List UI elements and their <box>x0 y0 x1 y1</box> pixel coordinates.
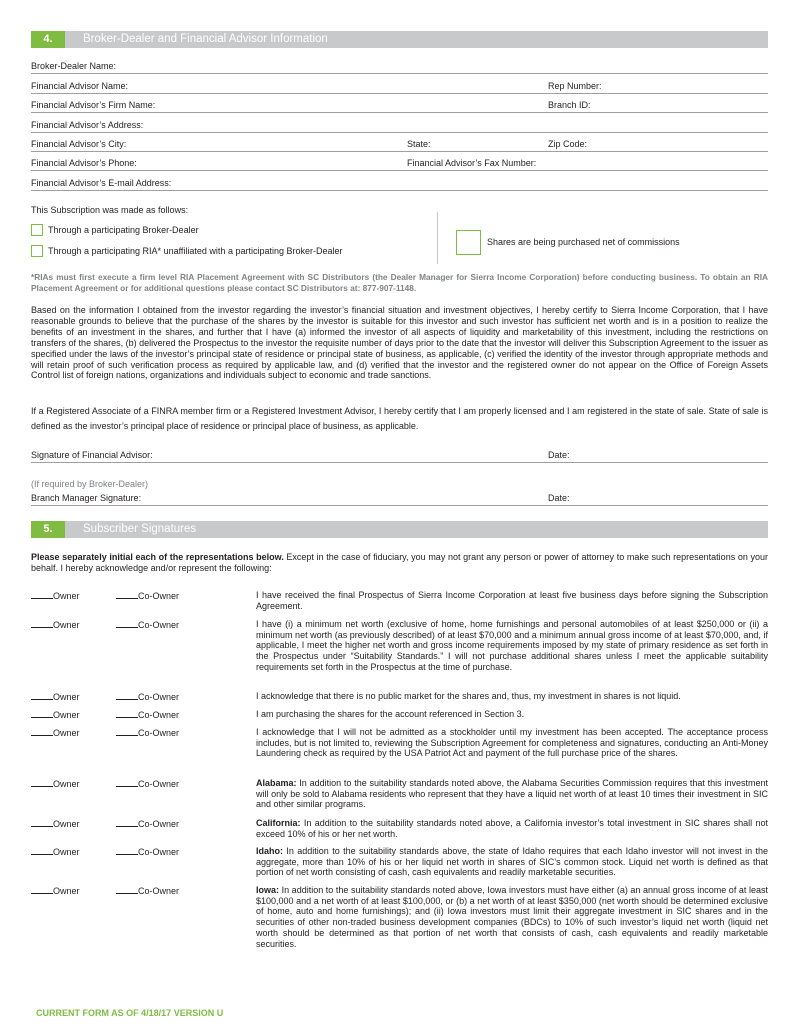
owner-label: Owner <box>53 591 80 601</box>
owner-initial-blank[interactable] <box>31 691 53 700</box>
divider <box>437 212 438 264</box>
ria-option-label: Through a participating RIA* unaffiliated with a participating Broker-Dealer <box>48 246 343 256</box>
owner-initial-blank[interactable] <box>31 590 53 599</box>
subscriber-intro <box>31 552 768 574</box>
coowner-initial-blank[interactable] <box>116 846 138 855</box>
rep-text: I have received the final Prospectus of Sierra Income Corporation at least five business days before signing the Subscription Agreement. <box>256 590 768 611</box>
coowner-label: Co-Owner <box>138 591 180 601</box>
owner-initial[interactable] <box>31 846 80 858</box>
owner-initial[interactable] <box>31 778 80 790</box>
owner-initial-blank[interactable] <box>31 818 53 827</box>
fax-label: Financial Advisor’s Fax Number: <box>407 158 537 168</box>
owner-initial[interactable] <box>31 885 80 897</box>
owner-label: Owner <box>53 692 80 702</box>
branch-manager-signature-field[interactable] <box>31 493 768 506</box>
coowner-initial-blank[interactable] <box>116 727 138 736</box>
broker-dealer-option-label: Through a participating Broker-Dealer <box>48 225 199 235</box>
coowner-initial[interactable] <box>116 590 179 602</box>
owner-initial-blank[interactable] <box>31 727 53 736</box>
net-commissions-label: Shares are being purchased net of commissions <box>487 237 680 247</box>
state-label: State: <box>407 139 431 149</box>
form-version-footer: CURRENT FORM AS OF 4/18/17 VERSION U <box>36 1008 224 1018</box>
coowner-label: Co-Owner <box>138 692 180 702</box>
ria-note: *RIAs must first execute a firm level RIA Placement Agreement with SC Distributors (the Dealer Manager for Sierra Income Corporation) before conducting business. To obtain an RIA Placement Agreement or for additional questions please contact SC Distributors at: 877-907-1148. <box>31 272 768 293</box>
coowner-initial-blank[interactable] <box>116 590 138 599</box>
advisor-certification: Based on the information I obtained from the investor regarding the investor’s financial situation and investment objectives, I hereby certify to Sierra Income Corporation, that I have reasonable grounds to believe that the purchase of the shares by the investor is suitable for this investor and such investor has sufficient net worth and is in a position to realize the benefits of an investment in the shares, and further that I have (a) informed the investor of all aspects of liquidity and marketability of this investment, including the restrictions on transfers of the shares, (b) delivered the Prospectus to the investor the requisite number of days prior to the date that the investor will deliver this Subscription Agreement to the issuer as specified under the laws of the investor’s principal state of residence or principal state of business, as applicable, (c) verified the identity of the investor through appropriate methods and will retain proof of such verification process as required by applicable law, and (d) verified that the investor and the registered owner do not appear on the Office of Foreign Assets Control list of foreign nations, organizations and individuals subject to economic and trade sanctions. <box>31 305 768 381</box>
section-number: 5. <box>31 521 65 538</box>
coowner-label: Co-Owner <box>138 847 180 857</box>
phone-field[interactable] <box>31 158 768 171</box>
owner-initial[interactable] <box>31 727 80 739</box>
ria-checkbox[interactable] <box>31 245 43 257</box>
owner-label: Owner <box>53 728 80 738</box>
finra-certification: If a Registered Associate of a FINRA member firm or a Registered Investment Advisor, I hereby certify that I am properly licensed and I am registered in the state of sale. State of sale is defined as the investor’s principal place of residence or principal place of business, as applicable. <box>31 406 768 431</box>
field-label: Financial Advisor’s Address: <box>31 120 144 130</box>
branch-id-label: Branch ID: <box>548 100 591 110</box>
if-required-note: (If required by Broker-Dealer) <box>31 479 149 489</box>
coowner-initial[interactable] <box>116 778 179 790</box>
coowner-initial[interactable] <box>116 691 179 703</box>
field-label: Financial Advisor’s Phone: <box>31 158 137 168</box>
intro-bold: Please separately initial each of the representations below. <box>31 552 284 562</box>
advisor-signature-field[interactable] <box>31 450 768 463</box>
coowner-label: Co-Owner <box>138 710 180 720</box>
owner-label: Owner <box>53 886 80 896</box>
coowner-initial-blank[interactable] <box>116 691 138 700</box>
owner-initial-blank[interactable] <box>31 778 53 787</box>
email-field[interactable] <box>31 178 768 191</box>
coowner-initial-blank[interactable] <box>116 885 138 894</box>
owner-initial[interactable] <box>31 590 80 602</box>
owner-label: Owner <box>53 710 80 720</box>
coowner-label: Co-Owner <box>138 728 180 738</box>
field-label: Signature of Financial Advisor: <box>31 450 153 460</box>
field-label: Financial Advisor’s City: <box>31 139 127 149</box>
coowner-initial[interactable] <box>116 818 179 830</box>
owner-initial[interactable] <box>31 709 80 721</box>
coowner-initial[interactable] <box>116 885 179 897</box>
subscription-intro: This Subscription was made as follows: <box>31 205 189 215</box>
section-title: Broker-Dealer and Financial Advisor Information <box>83 33 328 45</box>
broker-dealer-name-field[interactable] <box>31 61 768 74</box>
city-field[interactable] <box>31 139 768 152</box>
field-label: Broker-Dealer Name: <box>31 61 117 71</box>
field-label: Financial Advisor Name: <box>31 81 129 91</box>
coowner-initial[interactable] <box>116 709 179 721</box>
net-commissions-checkbox[interactable] <box>456 230 481 255</box>
coowner-label: Co-Owner <box>138 819 180 829</box>
coowner-label: Co-Owner <box>138 620 180 630</box>
owner-initial-blank[interactable] <box>31 709 53 718</box>
coowner-initial-blank[interactable] <box>116 778 138 787</box>
section-number: 4. <box>31 31 65 48</box>
coowner-initial[interactable] <box>116 727 179 739</box>
firm-name-field[interactable] <box>31 100 768 113</box>
zip-label: Zip Code: <box>548 139 588 149</box>
coowner-initial-blank[interactable] <box>116 709 138 718</box>
owner-initial[interactable] <box>31 818 80 830</box>
rep-text: I acknowledge that I will not be admitted as a stockholder until my investment has been accepted. The acceptance process includes, but is not limited to, reviewing the Subscription Agreement for completeness and signatures, conducting an Anti-Money Laundering check as required by the USA Patriot Act and payment of the full purchase price of the shares. <box>256 727 768 759</box>
owner-label: Owner <box>53 620 80 630</box>
intro-rest: Except in the case of fiduciary, you may not grant any person or power of attorney to make such representations on your behalf. I hereby acknowledge and/or represent the following: <box>31 552 768 573</box>
section-4-header <box>31 31 768 48</box>
owner-label: Owner <box>53 847 80 857</box>
coowner-label: Co-Owner <box>138 886 180 896</box>
coowner-label: Co-Owner <box>138 779 180 789</box>
coowner-initial[interactable] <box>116 619 179 631</box>
coowner-initial[interactable] <box>116 846 179 858</box>
owner-label: Owner <box>53 779 80 789</box>
date-label: Date: <box>548 450 570 460</box>
rep-text: I am purchasing the shares for the account referenced in Section 3. <box>256 709 525 719</box>
broker-dealer-checkbox[interactable] <box>31 224 43 236</box>
coowner-initial-blank[interactable] <box>116 818 138 827</box>
rep-text: I have (i) a minimum net worth (exclusive of home, home furnishings and personal automobiles of at least $250,000 or (ii) a minimum net worth (as previously described) of at least $70,000 and a minimum annual gross income of at least $70,000, and, if applicable, I meet the higher net worth and gross income requirements imposed by my state of primary residence as set forth in the Prospectus under “Suitability Standards.” I will not purchase additional shares unless I meet the applicable suitability requirements set forth in the Prospectus at the time of purchase. <box>256 619 768 672</box>
owner-initial-blank[interactable] <box>31 885 53 894</box>
rep-text: I acknowledge that there is no public market for the shares and, thus, my investment in shares is not liquid. <box>256 691 681 701</box>
coowner-initial-blank[interactable] <box>116 619 138 628</box>
advisor-name-field[interactable] <box>31 81 768 94</box>
section-title: Subscriber Signatures <box>83 523 197 535</box>
rep-text: Alabama: In addition to the suitability standards noted above, the Alabama Securities Commission requires that this investment will only be sold to Alabama residents who represent that they have a liquid net worth of at least 10 times their investment in SIC and other similar programs. <box>256 778 768 810</box>
owner-initial[interactable] <box>31 691 80 703</box>
field-label: Financial Advisor’s Firm Name: <box>31 100 156 110</box>
owner-initial[interactable] <box>31 619 80 631</box>
address-field[interactable] <box>31 120 768 133</box>
owner-initial-blank[interactable] <box>31 619 53 628</box>
field-label: Branch Manager Signature: <box>31 493 142 503</box>
field-label: Financial Advisor’s E-mail Address: <box>31 178 172 188</box>
rep-text: Iowa: In addition to the suitability standards noted above, Iowa investors must have either (a) an annual gross income of at least $100,000 and a net worth of at least $100,000, or (b) a net worth of at least $350,000 (net worth should be determined exclusive of home, auto and home furnishings); and (ii) Iowa investors must limit their aggregate investment in SIC shares and in the securities of other non-traded business development companies (BDCs) to 10% of such investor’s liquid net worth (liquid net worth should be determined as that portion of net worth that consists of cash, cash equivalents and readily marketable securities. <box>256 885 768 949</box>
date-label: Date: <box>548 493 570 503</box>
rep-number-label: Rep Number: <box>548 81 602 91</box>
owner-initial-blank[interactable] <box>31 846 53 855</box>
rep-text: California: In addition to the suitability standards noted above, a California investor’s total investment in SIC shares shall not exceed 10% of his or her net worth. <box>256 818 768 839</box>
owner-label: Owner <box>53 819 80 829</box>
section-5-header <box>31 521 768 538</box>
rep-text: Idaho: In addition to the suitability standards above, the state of Idaho requires that each Idaho investor will not invest in the aggregate, more than 10% of his or her liquid net worth in shares of SIC’s common stock. Liquid net worth is defined as that portion of net worth consisting of cash, cash equivalents and readily marketable securities. <box>256 846 768 878</box>
